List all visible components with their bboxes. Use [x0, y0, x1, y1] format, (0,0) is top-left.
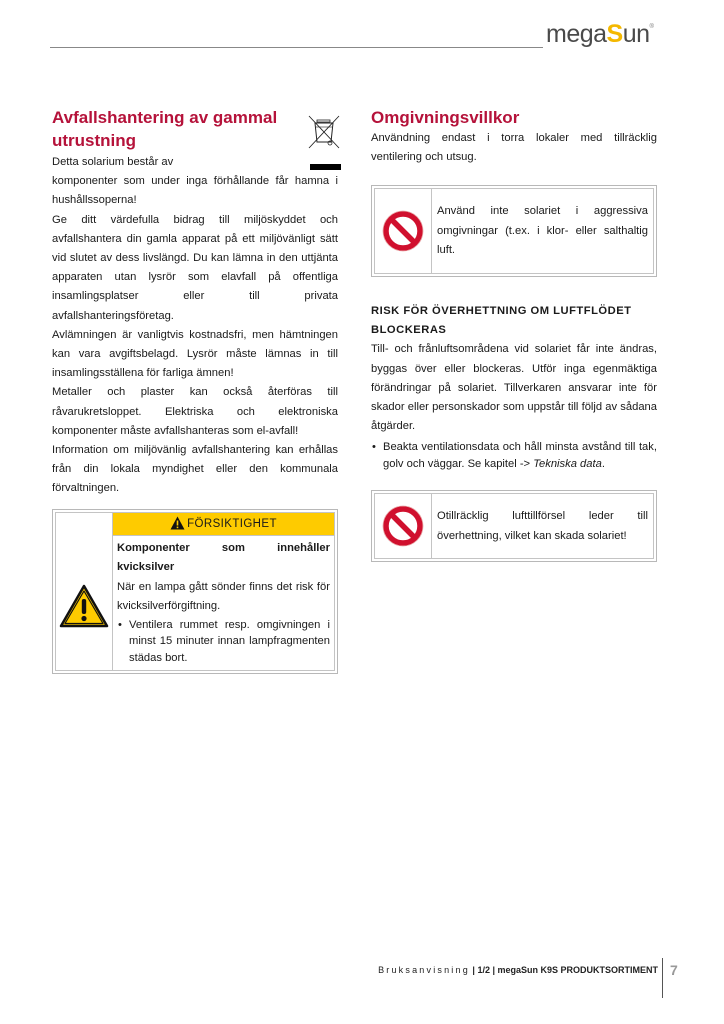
- section-title-disposal: Avfallshantering av gammal utrustning: [52, 108, 278, 150]
- caution-header: [113, 513, 334, 536]
- caution-content: [113, 512, 335, 672]
- prohibition-notice-1: [371, 185, 657, 277]
- disposal-paragraph-5: Information om miljövänlig avfallshantering kan erhållas från din lokala myndighet eller den kommunala förvaltningen.: [52, 444, 338, 495]
- footer-divider: [662, 958, 663, 998]
- section-title-environment: Omgivningsvillkor: [371, 108, 520, 127]
- warning-small-icon: [170, 516, 185, 530]
- overheating-subheading: RISK FÖR ÖVERHETTNING OM LUFTFLÖDET BLOCKERAS: [371, 304, 632, 337]
- disposal-paragraph-4: Metaller och plaster kan också återföras till råvarukretsloppet. Elektriska och elektroniska komponenter måste avfallshanteras som el-avfall!: [52, 386, 338, 437]
- caution-text: När en lampa gått sönder finns det risk för kvicksilverförgiftning.: [117, 580, 330, 613]
- bullet-text: Beakta ventilationsdata och håll minsta avstånd till tak, golv och väggar. Se kapitel ->: [383, 441, 657, 470]
- logo-text-suffix: un: [622, 20, 650, 48]
- logo-registered-mark: ®: [649, 24, 654, 30]
- prohibition-icon: [382, 210, 424, 252]
- brand-logo: [546, 20, 653, 49]
- right-column: [371, 106, 657, 562]
- footer-doc-type: Bruksanvisning: [378, 965, 470, 975]
- overheating-bullet-item: [371, 439, 657, 472]
- caution-box: [52, 509, 338, 675]
- left-column: [52, 106, 338, 674]
- disposal-section-header: [52, 106, 338, 152]
- disposal-paragraph-2: Ge ditt värdefulla bidrag till miljöskyddet och avfallshantera din gamla apparat på ett miljövänligt sätt vid slutet av dess livslängd. Du kan lämna in den uttjänta apparaten utan lysrör som elavfall på offentliga insamlingsplatser eller till privata avfallshanteringsföretag.: [52, 213, 338, 322]
- prohibition-text-2: Otillräcklig lufttillförsel leder till överhettning, vilket kan skada solariet!: [432, 493, 654, 559]
- caution-bullet-item: • Ventilera rummet resp. omgivningen i minst 15 minuter innan lampfragmenten städas bort.: [117, 617, 330, 667]
- footer-section: | 1/2 |: [469, 965, 498, 975]
- logo-text-highlight: S: [606, 20, 623, 48]
- overheating-paragraph: Till- och frånluftsområdena vid solariet får inte ändras, byggas över eller blockeras. Utför inga egenmäktiga förändringar på solariet. Tillverkaren ansvarar inte för skador eller personskador som uppstår till följd av sådana åtgärder.: [371, 343, 657, 433]
- weee-crossed-bin-icon: [306, 112, 342, 172]
- prohibition-icon: [382, 505, 424, 547]
- footer-product: megaSun K9S PRODUKTSORTIMENT: [497, 965, 658, 975]
- disposal-intro: Detta solarium består av: [52, 156, 174, 168]
- caution-icon-cell: [55, 512, 113, 672]
- prohibition-icon-cell: [374, 188, 432, 274]
- environment-intro: Användning endast i torra lokaler med tillräcklig ventilering och utsug.: [371, 132, 657, 164]
- bullet-end: .: [601, 457, 605, 470]
- caution-bullets: [117, 617, 330, 667]
- technical-data-link[interactable]: Tekniska data: [533, 457, 602, 470]
- warning-triangle-icon: [59, 584, 109, 628]
- header-rule: [50, 47, 543, 48]
- prohibition-icon-cell: [374, 493, 432, 559]
- prohibition-text-1: Använd inte solariet i aggressiva omgivningar (t.ex. i klor- eller salthaltig luft.: [432, 188, 654, 274]
- disposal-paragraph-3: Avlämningen är vanligtvis kostnadsfri, men hämtningen kan vara avgiftsbelagd. Lysrör måste lämnas in till insamlingsställena för farliga ämnen!: [52, 328, 338, 380]
- prohibition-notice-2: [371, 490, 657, 562]
- page-footer: [378, 965, 658, 975]
- overheating-bullets: [371, 439, 657, 472]
- disposal-paragraph-1: komponenter som under inga förhållande får hamna i hushållssoperna!: [52, 175, 338, 207]
- caution-label: FÖRSIKTIGHET: [187, 517, 277, 530]
- caution-body: [113, 536, 334, 671]
- page-number: 7: [670, 962, 678, 978]
- logo-text-prefix: mega: [546, 20, 607, 48]
- caution-title: Komponenter som innehåller kvicksilver: [117, 541, 330, 574]
